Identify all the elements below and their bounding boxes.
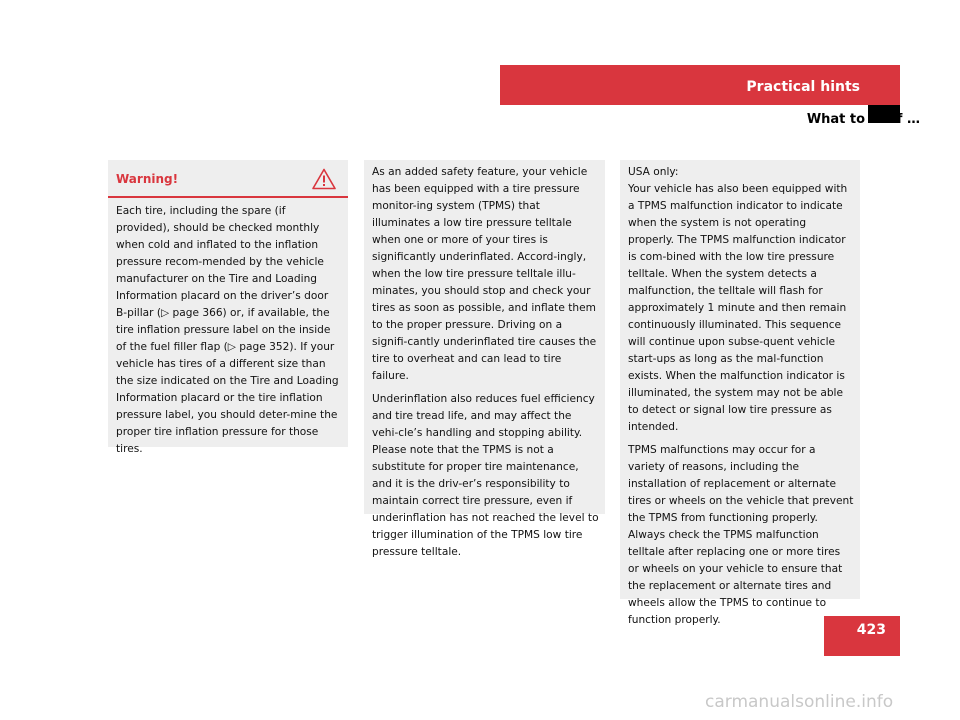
usa-only-heading: USA only: [628, 166, 679, 178]
section-subtitle: What to do if … [806, 112, 920, 127]
page-number-box [824, 616, 900, 656]
watermark-text: carmanualsonline.info [705, 692, 894, 712]
warning-text: Each tire, including the spare (if provided), should be checked monthly when cold and inflated to the inflation pressure recom-mended by the vehicle manufacturer on the Tire and Loading Information placard on the driver’s door B-pillar (▷ page 366) or, if available, the tire inflation pressure label on the inside of the fuel filler flap (▷ page 352). If your vehicle has tires of a different size than the size indicated on the Tire and Loading Information placard or the tire inflation pressure label, you should deter-mine the proper tire inflation pressure for those tires. [116, 205, 339, 455]
page-number: 423 [856, 622, 886, 638]
section-title: Practical hints [746, 79, 860, 95]
warning-box [108, 160, 348, 455]
warning-body [108, 198, 348, 470]
tpms-paragraph-1: As an added safety feature, your vehicle has been equipped with a tire pressure monitor-ing system (TPMS) that illuminates a low tire pressure telltale when one or more of your tires is significantly underinflated. Accord-ingly, when the low tire pressure telltale illu-minates, you should stop and check your tires as soon as possible, and inflate them to the proper pressure. Driving on a signifi-cantly underinflated tire causes the tire to overheat and can lead to tire failure. [372, 166, 597, 382]
tpms-paragraph-2: Underinflation also reduces fuel efficiency and tire tread life, and may affect the vehi-cle’s handling and stopping ability. Please note that the TPMS is not a substitute for proper tire maintenance, and it is the driv-er’s responsibility to maintain correct tire pressure, even if underinflation has not reached the level to trigger illumination of the TPMS low tire pressure telltale. [372, 393, 599, 558]
malfunction-paragraph-1: Your vehicle has also been equipped with a TPMS malfunction indicator to indicate when the system is not operating properly. The TPMS malfunction indicator is com-bined with the low tire pressure telltale. When the system detects a malfunction, the telltale will flash for approximately 1 minute and then remain continuously illuminated. This sequence will continue upon subse-quent vehicle start-ups as long as the mal-function exists. When the malfunction indicator is illuminated, the system may not be able to detect or signal low tire pressure as intended. [628, 183, 848, 433]
malfunction-paragraph-2: TPMS malfunctions may occur for a variety of reasons, including the installation of replacement or alternate tires or wheels on the vehicle that prevent the TPMS from functioning properly. Always check the TPMS malfunction telltale after replacing one or more tires or wheels on your vehicle to ensure that the replacement or alternate tires and wheels allow the TPMS to continue to function properly. [628, 444, 854, 626]
header-bar [500, 65, 900, 105]
tpms-info-box [364, 160, 605, 558]
warning-triangle-icon [312, 168, 336, 190]
warning-header [108, 160, 348, 198]
warning-label: Warning! [116, 172, 179, 186]
tpms-malfunction-box [620, 160, 860, 626]
